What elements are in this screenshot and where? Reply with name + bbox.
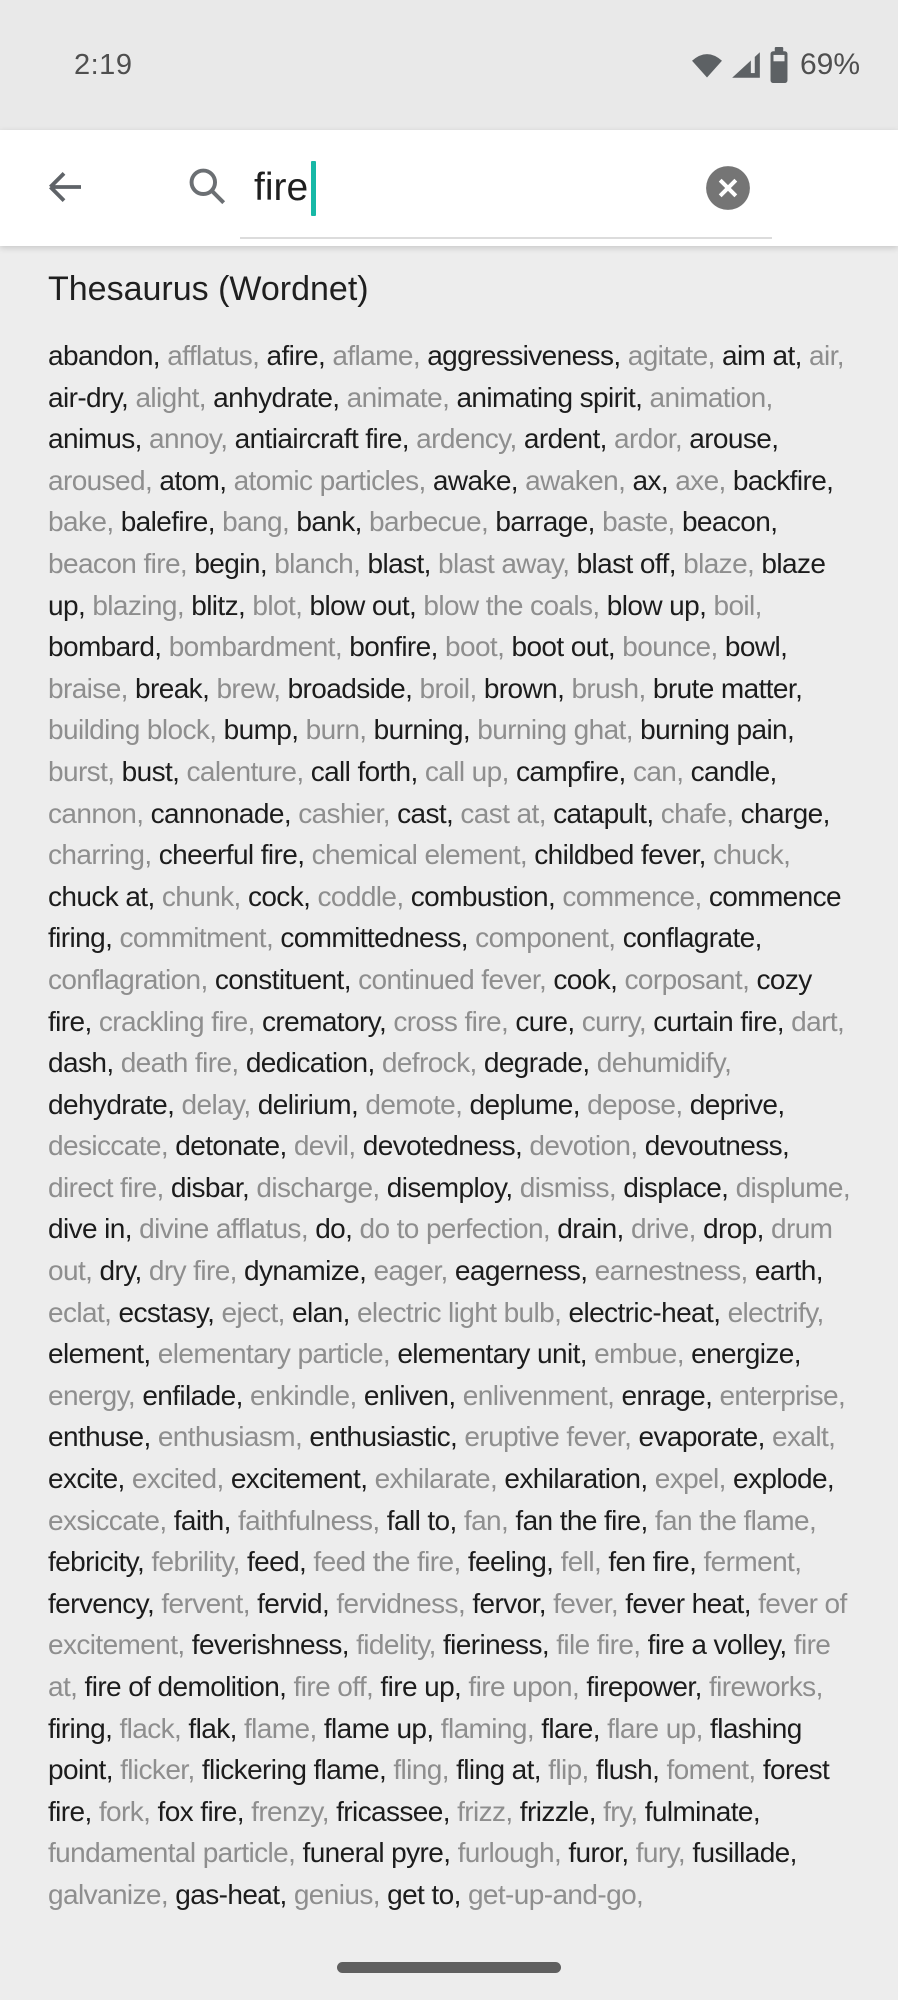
word[interactable]: curry, [581, 1005, 647, 1037]
word[interactable]: anhydrate, [213, 381, 340, 413]
word[interactable]: charring, [48, 839, 152, 871]
word[interactable]: fire up, [380, 1671, 462, 1702]
word[interactable]: blast away, [438, 547, 570, 579]
word[interactable]: electric-heat, [568, 1296, 721, 1328]
word[interactable]: dry fire, [148, 1255, 237, 1287]
word[interactable]: elementary particle, [157, 1338, 391, 1370]
word[interactable]: do to perfection, [359, 1213, 551, 1245]
word[interactable]: enthuse, [48, 1421, 151, 1453]
word[interactable]: dive in, [48, 1213, 132, 1245]
word[interactable]: fulminate, [644, 1795, 761, 1827]
word[interactable]: building block, [48, 714, 217, 746]
word[interactable]: cannonade, [150, 797, 291, 829]
word[interactable]: commitment, [119, 922, 274, 954]
word[interactable]: fell, [560, 1546, 602, 1578]
word[interactable]: energy, [48, 1379, 136, 1411]
word[interactable]: balefire, [120, 506, 215, 538]
word[interactable]: evaporate, [638, 1421, 765, 1453]
word[interactable]: fan the fire, [515, 1504, 648, 1536]
word[interactable]: exalt, [772, 1421, 836, 1453]
word[interactable]: fury, [635, 1837, 686, 1869]
word[interactable]: bank, [296, 506, 362, 538]
word[interactable]: abandon, [48, 340, 160, 371]
word[interactable]: eruptive fever, [464, 1421, 632, 1453]
battery-percent-label: 69% [799, 48, 860, 81]
word[interactable]: fervor, [472, 1587, 546, 1619]
word[interactable]: call forth, [310, 755, 418, 787]
word[interactable]: febricity, [48, 1546, 145, 1578]
search-icon [186, 165, 228, 212]
word[interactable]: cast, [397, 797, 454, 829]
word[interactable]: eagerness, [454, 1255, 588, 1287]
arrow-left-icon [43, 170, 85, 207]
word[interactable]: exhilaration, [504, 1463, 648, 1495]
word[interactable]: bombard, [48, 631, 162, 663]
word[interactable]: cure, [515, 1005, 575, 1037]
word[interactable]: begin, [194, 547, 268, 579]
word[interactable]: childbed fever, [534, 839, 706, 871]
word[interactable]: feeling, [467, 1546, 554, 1578]
word[interactable]: displace, [623, 1171, 729, 1203]
word[interactable]: blast, [367, 547, 431, 579]
word[interactable]: elementary unit, [397, 1338, 587, 1370]
word[interactable]: continued fever, [358, 963, 547, 995]
word[interactable]: fervidness, [336, 1587, 466, 1619]
word[interactable]: flashing point, [48, 1712, 802, 1786]
word[interactable]: fork, [98, 1795, 151, 1827]
word[interactable]: charge, [740, 797, 830, 829]
word[interactable]: firing, [48, 1712, 113, 1744]
input-underline [240, 237, 772, 239]
word-list [48, 335, 850, 1916]
word[interactable]: boil, [713, 589, 762, 621]
word[interactable]: faithfulness, [237, 1504, 380, 1536]
word[interactable]: drum out, [48, 1213, 833, 1287]
word[interactable]: beacon fire, [48, 547, 188, 579]
word[interactable]: deprive, [689, 1088, 785, 1120]
word[interactable]: cheerful fire, [158, 839, 305, 871]
word[interactable]: electric light bulb, [356, 1296, 562, 1328]
word[interactable]: feed the fire, [313, 1546, 461, 1578]
word[interactable]: dedication, [245, 1047, 375, 1079]
word[interactable]: commence firing, [48, 880, 841, 954]
word[interactable]: genius, [293, 1878, 380, 1910]
word[interactable]: blaze up, [48, 547, 826, 621]
word[interactable]: enthusiasm, [157, 1421, 303, 1453]
word[interactable]: elan, [292, 1296, 350, 1328]
word[interactable]: furlough, [457, 1837, 562, 1869]
word[interactable]: galvanize, [48, 1878, 169, 1910]
word[interactable]: enthusiastic, [309, 1421, 458, 1453]
word[interactable]: can, [632, 755, 684, 787]
word[interactable]: fall to, [386, 1504, 457, 1536]
word[interactable]: brush, [571, 672, 646, 704]
word[interactable]: animate, [346, 381, 450, 413]
search-query-text: fire [254, 166, 309, 209]
word[interactable]: calenture, [186, 755, 304, 787]
word[interactable]: curtain fire, [653, 1005, 784, 1037]
word[interactable]: dehumidify, [596, 1047, 732, 1079]
word[interactable]: broadside, [287, 672, 413, 704]
word[interactable]: conflagrate, [622, 922, 762, 954]
word[interactable]: eager, [373, 1255, 448, 1287]
word[interactable]: fireworks, [708, 1671, 823, 1702]
word[interactable]: foment, [666, 1754, 756, 1786]
word[interactable]: expel, [654, 1463, 726, 1495]
word[interactable]: afire, [266, 340, 326, 371]
nav-handle[interactable] [337, 1962, 561, 1973]
word[interactable]: brew, [216, 672, 281, 704]
status-icons [690, 47, 860, 83]
word[interactable]: drain, [557, 1213, 624, 1245]
word[interactable]: burning, [373, 714, 471, 746]
word[interactable]: dart, [791, 1005, 845, 1037]
word[interactable]: bang, [222, 506, 290, 538]
search-bar [0, 130, 898, 246]
word[interactable]: cross fire, [393, 1005, 509, 1037]
word[interactable]: embue, [594, 1338, 684, 1370]
word[interactable]: commence, [562, 880, 702, 912]
word[interactable]: blitz, [191, 589, 246, 621]
word[interactable]: gas-heat, [175, 1878, 287, 1910]
word[interactable]: direct fire, [48, 1171, 164, 1203]
word[interactable]: broil, [419, 672, 477, 704]
word[interactable]: flicker, [120, 1754, 195, 1786]
word[interactable]: disemploy, [386, 1171, 513, 1203]
word[interactable]: fever heat, [625, 1587, 751, 1619]
word[interactable]: chunk, [161, 880, 241, 912]
word[interactable]: flare, [541, 1712, 600, 1744]
word[interactable]: delay, [181, 1088, 251, 1120]
word[interactable]: annoy, [149, 423, 228, 455]
word[interactable]: campfire, [515, 755, 626, 787]
word[interactable]: aggressiveness, [427, 340, 621, 371]
word[interactable]: call up, [424, 755, 509, 787]
word[interactable]: committedness, [280, 922, 468, 954]
word[interactable]: antiaircraft fire, [234, 423, 409, 455]
word[interactable]: excited, [131, 1463, 224, 1495]
word[interactable]: animus, [48, 423, 142, 455]
word[interactable]: combustion, [410, 880, 556, 912]
word[interactable]: cannon, [48, 797, 144, 829]
word[interactable]: air-dry, [48, 381, 129, 413]
word[interactable]: blow out, [309, 589, 417, 621]
word[interactable]: ax, [632, 464, 669, 496]
word[interactable]: atom, [159, 464, 227, 496]
word[interactable]: disbar, [170, 1171, 250, 1203]
word[interactable]: awaken, [525, 464, 626, 496]
word[interactable]: faith, [173, 1504, 231, 1536]
word[interactable]: bowl, [724, 631, 788, 663]
word[interactable]: blast off, [576, 547, 676, 579]
word[interactable]: agitate, [627, 340, 715, 371]
word[interactable]: blazing, [92, 589, 185, 621]
word[interactable]: fen fire, [608, 1546, 697, 1578]
word[interactable]: explode, [733, 1463, 835, 1495]
word[interactable]: chuck, [713, 839, 791, 871]
word[interactable]: drive, [630, 1213, 696, 1245]
word[interactable]: ecstasy, [118, 1296, 215, 1328]
word[interactable]: cashier, [298, 797, 390, 829]
word[interactable]: flaming, [440, 1712, 535, 1744]
word[interactable]: fan the flame, [654, 1504, 817, 1536]
word[interactable]: fire at, [48, 1629, 831, 1702]
word[interactable]: furor, [568, 1837, 629, 1869]
word[interactable]: awake, [432, 464, 518, 496]
word[interactable]: ferment, [703, 1546, 802, 1578]
word[interactable]: burst, [48, 755, 115, 787]
word[interactable]: file fire, [556, 1629, 641, 1661]
word[interactable]: drop, [703, 1213, 764, 1245]
word[interactable]: fan, [463, 1504, 509, 1536]
word[interactable]: devotedness, [362, 1130, 523, 1162]
word[interactable]: barbecue, [369, 506, 489, 538]
word[interactable]: boot out, [511, 631, 616, 663]
word[interactable]: enfilade, [142, 1379, 243, 1411]
word[interactable]: blot, [252, 589, 303, 621]
word[interactable]: beacon, [681, 506, 778, 538]
word[interactable]: fire upon, [468, 1671, 580, 1702]
word[interactable]: cozy fire, [48, 963, 812, 1037]
word[interactable]: flak, [188, 1712, 237, 1744]
word[interactable]: devil, [293, 1130, 356, 1162]
word[interactable]: burn, [305, 714, 367, 746]
word[interactable]: energize, [691, 1338, 801, 1370]
word[interactable]: displume, [735, 1171, 850, 1203]
word[interactable]: brute matter, [652, 672, 803, 704]
word[interactable]: constituent, [214, 963, 351, 995]
word[interactable]: deplume, [469, 1088, 580, 1120]
word[interactable]: fieriness, [442, 1629, 550, 1661]
word[interactable]: chafe, [660, 797, 734, 829]
word[interactable]: feverishness, [191, 1629, 349, 1661]
word[interactable]: fervid, [257, 1587, 330, 1619]
word[interactable]: atomic particles, [233, 464, 426, 496]
word[interactable]: barrage, [495, 506, 595, 538]
word[interactable]: febrility, [151, 1546, 240, 1578]
word[interactable]: candle, [690, 755, 777, 787]
word[interactable]: axe, [675, 464, 726, 496]
word[interactable]: fling at, [456, 1754, 541, 1786]
word[interactable]: electrify, [727, 1296, 824, 1328]
word[interactable]: blow up, [606, 589, 707, 621]
word[interactable]: fire a volley, [647, 1629, 787, 1661]
word[interactable]: fundamental particle, [48, 1837, 296, 1869]
word[interactable]: blanch, [274, 547, 361, 579]
word[interactable]: discharge, [256, 1171, 380, 1203]
word[interactable]: baste, [602, 506, 675, 538]
word[interactable]: element, [48, 1338, 151, 1370]
word[interactable]: fox fire, [157, 1795, 244, 1827]
word[interactable]: bump, [223, 714, 299, 746]
word[interactable]: feed, [246, 1546, 307, 1578]
word[interactable]: fry, [603, 1795, 638, 1827]
word[interactable]: fire of demolition, [84, 1671, 287, 1702]
word[interactable]: ardor, [614, 423, 683, 455]
word[interactable]: conflagration, [48, 963, 208, 995]
word[interactable]: flush, [595, 1754, 660, 1786]
word[interactable]: alight, [135, 381, 206, 413]
word[interactable]: exhilarate, [374, 1463, 498, 1495]
word[interactable]: blow the coals, [423, 589, 600, 621]
status-bar [0, 0, 898, 130]
word[interactable]: corposant, [624, 963, 750, 995]
word[interactable]: enlivenment, [462, 1379, 615, 1411]
word[interactable]: enkindle, [249, 1379, 357, 1411]
word[interactable]: enliven, [363, 1379, 456, 1411]
word[interactable]: chemical element, [311, 839, 528, 871]
word[interactable]: demote, [365, 1088, 463, 1120]
word[interactable]: backfire, [732, 464, 834, 496]
word[interactable]: braise, [48, 672, 128, 704]
word[interactable]: burning ghat, [477, 714, 633, 746]
back-button[interactable] [40, 164, 88, 212]
word[interactable]: get-up-and-go, [467, 1878, 644, 1910]
word[interactable]: fervency, [48, 1587, 155, 1619]
word[interactable]: desiccate, [48, 1130, 169, 1162]
word[interactable]: eject, [221, 1296, 285, 1328]
word[interactable]: defrock, [381, 1047, 477, 1079]
text-cursor [311, 161, 316, 216]
word[interactable]: flame up, [323, 1712, 434, 1744]
word[interactable]: delirium, [257, 1088, 359, 1120]
section-header: Thesaurus (Wordnet) [48, 270, 369, 308]
word[interactable]: forest fire, [48, 1754, 830, 1827]
word[interactable]: fling, [393, 1754, 449, 1786]
word[interactable]: aflame, [332, 340, 420, 371]
word[interactable]: animating spirit, [456, 381, 643, 413]
word[interactable]: devotion, [529, 1130, 638, 1162]
word[interactable]: fricassee, [336, 1795, 450, 1827]
word[interactable]: enrage, [621, 1379, 713, 1411]
word[interactable]: excite, [48, 1463, 125, 1495]
word[interactable]: funeral pyre, [302, 1837, 451, 1869]
word[interactable]: bombardment, [168, 631, 343, 663]
word[interactable]: bake, [48, 506, 114, 538]
word[interactable]: divine afflatus, [139, 1213, 308, 1245]
word[interactable]: chuck at, [48, 880, 155, 912]
word[interactable]: arouse, [689, 423, 779, 455]
word[interactable]: ardent, [523, 423, 607, 455]
word[interactable]: flack, [119, 1712, 182, 1744]
word[interactable]: break, [135, 672, 210, 704]
word[interactable]: degrade, [483, 1047, 590, 1079]
word[interactable]: cock, [247, 880, 311, 912]
word[interactable]: frenzy, [251, 1795, 329, 1827]
word[interactable]: ardency, [416, 423, 517, 455]
close-icon [704, 200, 752, 215]
word[interactable]: bounce, [622, 631, 718, 663]
word[interactable]: excitement, [230, 1463, 368, 1495]
word[interactable]: afflatus, [167, 340, 260, 371]
word[interactable]: crackling fire, [98, 1005, 255, 1037]
word[interactable]: flip, [548, 1754, 589, 1786]
word[interactable]: do, [315, 1213, 353, 1245]
word[interactable]: catapult, [553, 797, 654, 829]
word[interactable]: devoutness, [644, 1130, 790, 1162]
word[interactable]: frizz, [457, 1795, 513, 1827]
word[interactable]: enterprise, [719, 1379, 846, 1411]
word[interactable]: dry, [99, 1255, 142, 1287]
word[interactable]: detonate, [175, 1130, 287, 1162]
word[interactable]: fever, [553, 1587, 619, 1619]
word[interactable]: earnestness, [594, 1255, 748, 1287]
search-input[interactable] [186, 130, 738, 246]
word[interactable]: earth, [754, 1255, 823, 1287]
word[interactable]: flare up, [607, 1712, 703, 1744]
word[interactable]: bust, [121, 755, 180, 787]
word[interactable]: coddle, [317, 880, 404, 912]
word[interactable]: aim at, [721, 340, 802, 371]
word[interactable]: get to, [387, 1878, 461, 1910]
word[interactable]: cook, [553, 963, 618, 995]
word[interactable]: dehydrate, [48, 1088, 175, 1120]
word[interactable]: dynamize, [244, 1255, 367, 1287]
word[interactable]: firepower, [586, 1671, 702, 1702]
word[interactable]: component, [475, 922, 616, 954]
word[interactable]: fire off, [293, 1671, 374, 1702]
word[interactable]: dismiss, [519, 1171, 617, 1203]
battery-icon [768, 47, 790, 83]
word[interactable]: burning pain, [640, 714, 795, 746]
word[interactable]: fusillade, [692, 1837, 797, 1869]
word[interactable]: fervent, [161, 1587, 250, 1619]
word[interactable]: death fire, [120, 1047, 239, 1079]
word[interactable]: flame, [243, 1712, 317, 1744]
wifi-icon [690, 51, 724, 79]
word[interactable]: flickering flame, [201, 1754, 387, 1786]
word[interactable]: cast at, [460, 797, 546, 829]
word[interactable]: depose, [587, 1088, 683, 1120]
word[interactable]: frizzle, [519, 1795, 596, 1827]
word[interactable]: boot, [445, 631, 505, 663]
word[interactable]: fidelity, [356, 1629, 436, 1661]
clear-button[interactable] [704, 164, 752, 212]
word[interactable]: fever of excitement, [48, 1587, 847, 1661]
word[interactable]: eclat, [48, 1296, 112, 1328]
word[interactable]: animation, [649, 381, 773, 413]
word[interactable]: brown, [483, 672, 565, 704]
word[interactable]: exsiccate, [48, 1504, 167, 1536]
word[interactable]: blaze, [683, 547, 755, 579]
word[interactable]: air, [808, 340, 844, 371]
cellular-signal-icon [731, 51, 761, 79]
clock: 2:19 [74, 48, 133, 81]
word[interactable]: dash, [48, 1047, 114, 1079]
word[interactable]: crematory, [262, 1005, 387, 1037]
word[interactable]: bonfire, [349, 631, 438, 663]
word[interactable]: aroused, [48, 464, 153, 496]
